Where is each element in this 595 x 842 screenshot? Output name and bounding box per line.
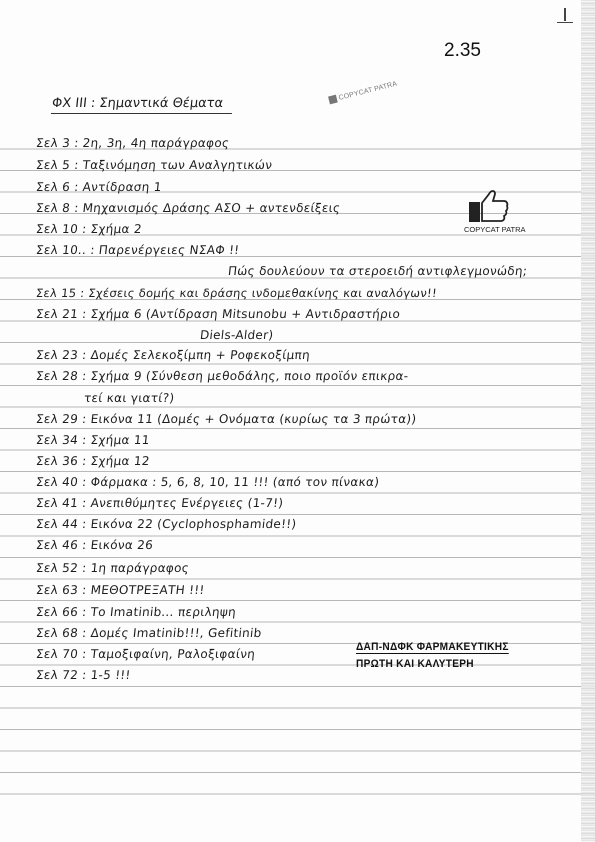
corner-mark: [557, 8, 573, 23]
thumbs-up-icon: [468, 188, 510, 224]
notes-title: [51, 96, 224, 111]
note-line: Σελ 28 : Σχήμα 9 (Σύνθεση μεθοδάλης, ποιο προϊόν επικρα-: [35, 369, 410, 383]
note-line: Σελ 52 : 1η παράγραφος: [35, 561, 190, 575]
note-line: Σελ 5 : Ταξινόμηση των Αναλγητικών: [35, 158, 274, 172]
title-underline: [51, 113, 232, 114]
note-line: Πώς δουλεύουν τα στεροειδή αντιφλεγμονώδη;: [227, 264, 528, 278]
note-line: Σελ 15 : Σχέσεις δομής και δράσης ινδομεθακίνης και αναλόγων!!: [35, 286, 438, 300]
note-line: Σελ 44 : Εικόνα 22 (Cyclophosphamide!!): [35, 517, 298, 531]
note-line: Σελ 10.. : Παρενέργειες ΝΣΑΦ !!: [35, 243, 241, 257]
copycat-mini-icon: [328, 95, 338, 105]
note-line: Σελ 36 : Σχήμα 12: [35, 454, 151, 468]
note-line: Σελ 72 : 1-5 !!!: [35, 668, 132, 682]
note-line: Σελ 63 : ΜΕΘΟΤΡΕΞΑΤΗ !!!: [35, 583, 206, 597]
dap-stamp-line-1: [356, 641, 509, 653]
copycat-stamp-text: COPYCAT PATRA: [337, 80, 398, 102]
scan-edge-noise: [581, 0, 595, 842]
note-line: Σελ 6 : Αντίδραση 1: [35, 180, 163, 194]
copycat-stamp-top: [328, 80, 398, 105]
copycat-logo: [468, 188, 510, 224]
dap-stamp-text-2: ΠΡΩΤΗ ΚΑΙ ΚΑΛΥΤΕΡΗ: [356, 658, 474, 670]
note-line: Σελ 66 : Το Imatinib... περιληψη: [35, 605, 237, 619]
note-line: Σελ 21 : Σχήμα 6 (Αντίδραση Mitsunobu + Αντιδραστήριο: [35, 307, 401, 321]
dap-stamp-line-2: [356, 658, 474, 670]
note-line: Σελ 10 : Σχήμα 2: [35, 222, 143, 236]
page-number: 2.35: [444, 40, 481, 61]
note-line: Σελ 46 : Εικόνα 26: [35, 538, 154, 552]
note-line: Σελ 41 : Ανεπιθύμητες Ενέργειες (1-7!): [35, 496, 285, 510]
notes-title-text: ΦΧ ΙΙΙ : Σημαντικά Θέματα: [51, 96, 224, 111]
note-line: Σελ 68 : Δομές Imatinib!!!, Gefitinib: [35, 626, 263, 640]
note-line: Σελ 70 : Ταμοξιφαίνη, Ραλοξιφαίνη: [35, 647, 256, 661]
note-line: Σελ 8 : Μηχανισμός Δράσης ΑΣΟ + αντενδείξεις: [35, 201, 342, 215]
note-line: Σελ 3 : 2η, 3η, 4η παράγραφος: [35, 136, 231, 150]
note-line: Diels-Alder): [199, 328, 275, 342]
note-line: τεί και γιατί?): [83, 391, 176, 405]
copycat-logo-text: COPYCAT PATRA: [464, 225, 526, 234]
note-line: Σελ 34 : Σχήμα 11: [35, 433, 151, 447]
note-line: Σελ 29 : Εικόνα 11 (Δομές + Ονόματα (κυρίως τα 3 πρώτα)): [35, 412, 418, 426]
note-line: Σελ 40 : Φάρμακα : 5, 6, 8, 10, 11 !!! (από τον πίνακα): [35, 475, 380, 489]
note-line: Σελ 23 : Δομές Σελεκοξίμπη + Ροφεκοξίμπη: [35, 348, 311, 362]
dap-stamp-text-1: ΔΑΠ-ΝΔΦΚ ΦΑΡΜΑΚΕΥΤΙΚΗΣ: [356, 641, 509, 653]
